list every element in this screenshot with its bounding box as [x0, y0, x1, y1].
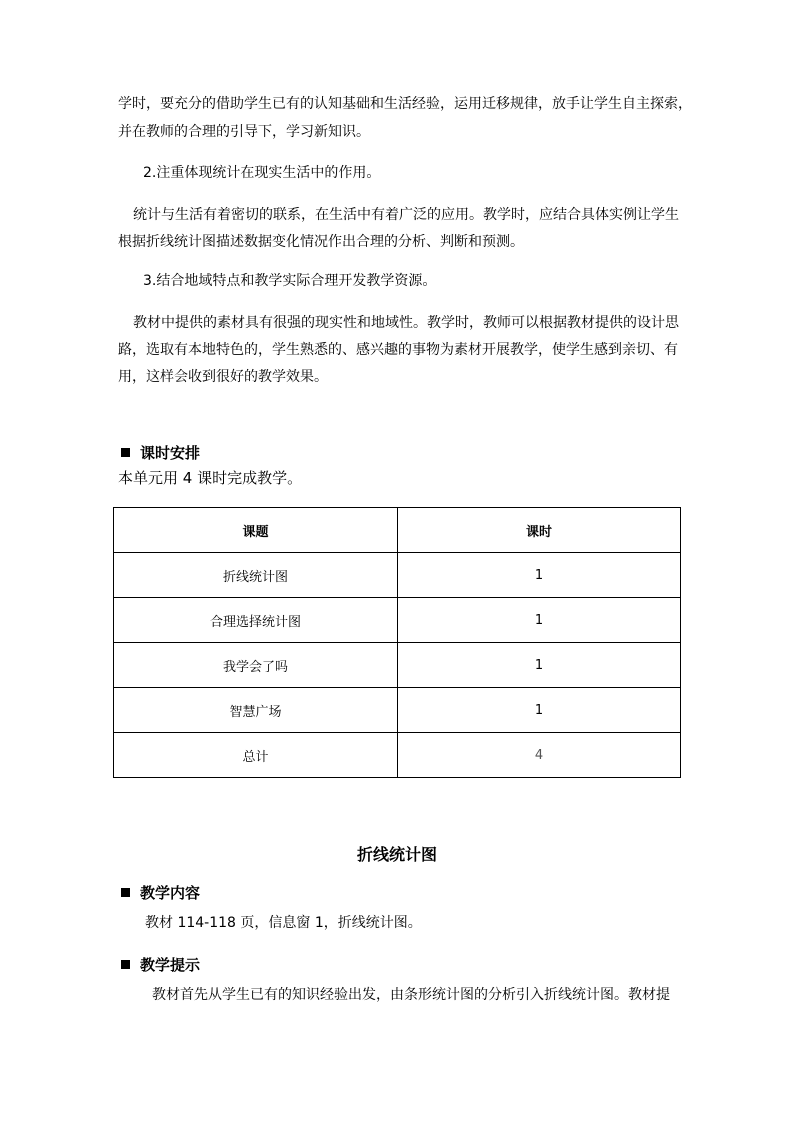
point3-line-1: 教材中提供的素材具有很强的现实性和地域性。教学时，教师可以根据教材提供的设计思: [133, 315, 679, 331]
content-heading: [121, 882, 200, 903]
table-header-hours: 课时: [398, 508, 681, 553]
tips-text: 教材首先从学生已有的知识经验出发，由条形统计图的分析引入折线统计图。教材提: [152, 987, 670, 1003]
point3-title: 3.结合地域特点和教学实际合理开发教学资源。: [143, 273, 437, 289]
table-cell-topic: 我学会了吗: [114, 643, 398, 688]
table-cell-topic: 合理选择统计图: [114, 598, 398, 643]
square-bullet-icon: [121, 448, 130, 457]
table-cell-hours: 1: [398, 643, 681, 688]
table-row-total: [114, 733, 681, 778]
table-cell-total-label: 总计: [114, 733, 398, 778]
table-cell-total-hours: 4: [398, 733, 681, 778]
table-cell-hours: 1: [398, 553, 681, 598]
lesson-title: 折线统计图: [356, 845, 437, 864]
point3-line-2: 路，选取有本地特色的，学生熟悉的、感兴趣的事物为素材开展教学，使学生感到亲切、有: [118, 342, 678, 358]
schedule-table: [113, 507, 681, 778]
table-cell-hours: 1: [398, 688, 681, 733]
square-bullet-icon: [121, 960, 130, 969]
point2-line-1: 统计与生活有着密切的联系，在生活中有着广泛的应用。教学时，应结合具体实例让学生: [133, 207, 679, 223]
table-row: [114, 643, 681, 688]
table-row: [114, 553, 681, 598]
point3-line-3: 用，这样会收到很好的教学效果。: [118, 369, 328, 385]
table-row: [114, 598, 681, 643]
schedule-intro: 本单元用 4 课时完成教学。: [118, 469, 303, 487]
table-cell-topic: 智慧广场: [114, 688, 398, 733]
table-row: [114, 688, 681, 733]
tips-heading-text: 教学提示: [140, 956, 201, 974]
square-bullet-icon: [121, 888, 130, 897]
tips-heading: [121, 954, 200, 975]
intro-line-1: 学时，要充分的借助学生已有的认知基础和生活经验，运用迁移规律，放手让学生自主探索，: [118, 96, 692, 112]
table-cell-topic: 折线统计图: [114, 553, 398, 598]
schedule-heading: [121, 442, 200, 463]
intro-line-2: 并在教师的合理的引导下，学习新知识。: [118, 124, 370, 140]
content-heading-text: 教学内容: [140, 884, 201, 902]
point2-title: 2.注重体现统计在现实生活中的作用。: [143, 165, 381, 181]
schedule-heading-text: 课时安排: [140, 444, 201, 462]
content-text: 教材 114-118 页，信息窗 1，折线统计图。: [145, 915, 422, 931]
table-header-row: [114, 508, 681, 553]
table-cell-hours: 1: [398, 598, 681, 643]
table-header-topic: 课题: [114, 508, 398, 553]
point2-line-2: 根据折线统计图描述数据变化情况作出合理的分析、判断和预测。: [118, 234, 524, 250]
